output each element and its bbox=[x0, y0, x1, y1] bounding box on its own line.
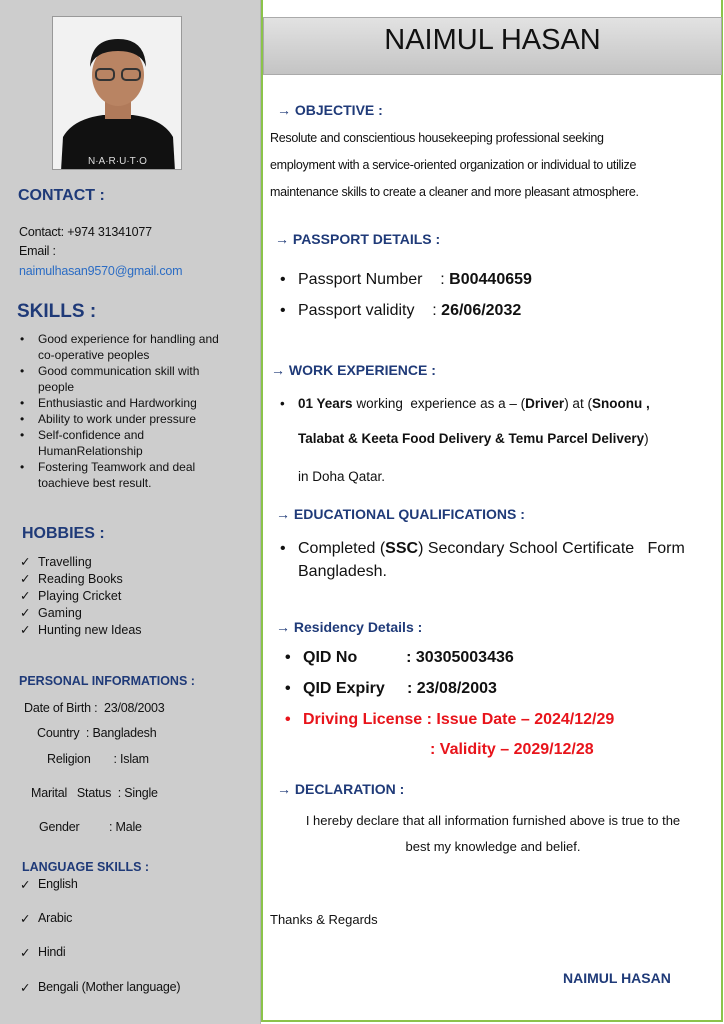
marital-status: Marital Status : Single bbox=[31, 786, 158, 800]
page-title: NAIMUL HASAN bbox=[384, 24, 601, 56]
qid-expiry: • QID Expiry : 23/08/2003 bbox=[303, 680, 497, 698]
education-heading: → EDUCATIONAL QUALIFICATIONS : bbox=[276, 506, 525, 522]
language-heading: LANGUAGE SKILLS : bbox=[22, 860, 150, 874]
hobby-item: ✓ Travelling bbox=[38, 554, 142, 571]
declaration-text bbox=[264, 808, 722, 860]
passport-heading: → PASSPORT DETAILS : bbox=[275, 231, 441, 247]
skill-item: • Good communication skill with people bbox=[38, 363, 219, 395]
objective-line: maintenance skills to create a cleaner and more pleasant atmosphere. bbox=[270, 185, 639, 199]
declaration-line: best my knowledge and belief. bbox=[405, 839, 581, 854]
skill-item: • Good experience for handling and co-operative peoples bbox=[38, 331, 219, 363]
license-validity: : Validity – 2029/12/28 bbox=[430, 741, 594, 758]
work-line-1: • 01 Years working experience as a – (Driver) at (Snoonu , bbox=[298, 396, 650, 411]
language-item: ✓ Hindi bbox=[38, 945, 66, 959]
hobbies-list bbox=[38, 554, 142, 639]
education-line-2: Bangladesh. bbox=[298, 563, 387, 580]
gender: Gender : Male bbox=[39, 820, 142, 834]
objective-line: employment with a service-oriented organization or individual to utilize bbox=[270, 158, 637, 172]
signature-name: NAIMUL HASAN bbox=[563, 970, 671, 986]
passport-number: • Passport Number : B00440659 bbox=[298, 271, 532, 289]
personal-heading: PERSONAL INFORMATIONS : bbox=[19, 674, 195, 688]
education-line-1: • Completed (SSC) Secondary School Certificate Form bbox=[298, 540, 706, 558]
contact-heading: CONTACT : bbox=[18, 187, 105, 204]
language-item: ✓ Arabic bbox=[38, 911, 72, 925]
declaration-line: I hereby declare that all information furnished above is true to the bbox=[305, 813, 681, 828]
skill-item: • Self-confidence and HumanRelationship bbox=[38, 427, 219, 459]
language-item: ✓ Bengali (Mother language) bbox=[38, 980, 180, 994]
declaration-heading: → DECLARATION : bbox=[277, 781, 405, 797]
email-label: Email : bbox=[19, 244, 56, 258]
dob: Date of Birth : 23/08/2003 bbox=[24, 701, 165, 715]
qid-number: • QID No : 30305003436 bbox=[303, 649, 514, 667]
hobby-item: ✓ Hunting new Ideas bbox=[38, 622, 142, 639]
skill-item: • Ability to work under pressure bbox=[38, 411, 219, 427]
language-item: ✓ English bbox=[38, 877, 78, 891]
hobbies-heading: HOBBIES : bbox=[22, 525, 105, 542]
objective-text bbox=[270, 125, 639, 206]
hobby-item: ✓ Reading Books bbox=[38, 571, 142, 588]
work-line-2: Talabat & Keeta Food Delivery & Temu Parcel Delivery) bbox=[298, 431, 649, 446]
religion: Religion : Islam bbox=[47, 752, 149, 766]
email-link[interactable]: naimulhasan9570@gmail.com bbox=[19, 264, 183, 278]
skills-list bbox=[38, 331, 219, 491]
country: Country : Bangladesh bbox=[37, 726, 157, 740]
residency-heading: → Residency Details : bbox=[276, 619, 423, 635]
passport-validity: • Passport validity : 26/06/2032 bbox=[298, 302, 521, 320]
skills-heading: SKILLS : bbox=[17, 301, 97, 322]
skill-item: • Fostering Teamwork and deal toachieve best result. bbox=[38, 459, 219, 491]
work-heading: → WORK EXPERIENCE : bbox=[271, 362, 436, 378]
hobby-item: ✓ Gaming bbox=[38, 605, 142, 622]
skill-item: • Enthusiastic and Hardworking bbox=[38, 395, 219, 411]
closing: Thanks & Regards bbox=[270, 912, 378, 927]
hobby-item: ✓ Playing Cricket bbox=[38, 588, 142, 605]
svg-text:N·A·R·U·T·O: N·A·R·U·T·O bbox=[88, 156, 147, 167]
contact-phone: Contact: +974 31341077 bbox=[19, 225, 152, 239]
objective-heading: → OBJECTIVE : bbox=[277, 102, 383, 118]
driving-license: • Driving License : Issue Date – 2024/12/29 bbox=[303, 711, 614, 729]
objective-line: Resolute and conscientious housekeeping professional seeking bbox=[270, 131, 604, 145]
profile-photo bbox=[52, 16, 182, 170]
work-line-3: in Doha Qatar. bbox=[298, 469, 386, 484]
person-silhouette-icon bbox=[53, 17, 182, 170]
